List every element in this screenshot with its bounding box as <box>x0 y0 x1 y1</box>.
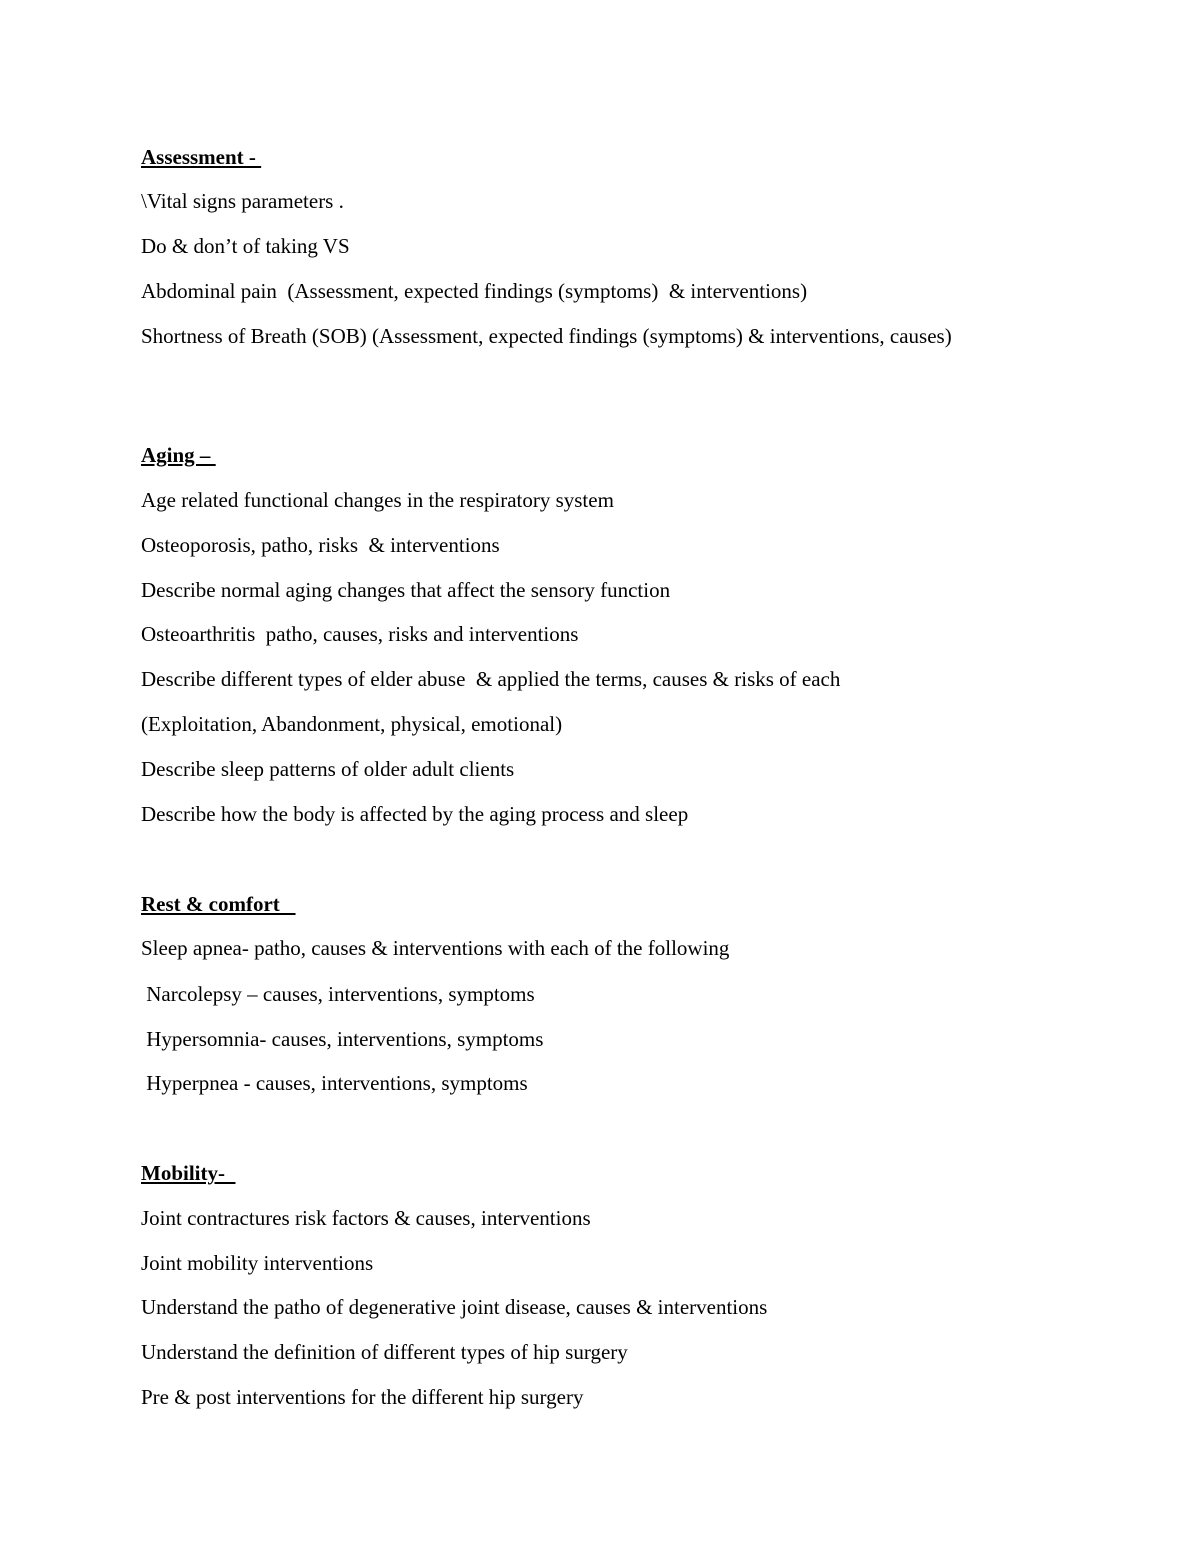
list-item: Do & don’t of taking VS <box>141 234 350 258</box>
list-item: Describe sleep patterns of older adult clients <box>141 757 515 781</box>
list-item: Pre & post interventions for the different hip surgery <box>141 1385 584 1409</box>
list-item: Shortness of Breath (SOB) (Assessment, expected findings (symptoms) & interventions, causes) <box>141 324 952 348</box>
section-heading-assessment: Assessment - <box>141 145 262 169</box>
list-item: Osteoarthritis patho, causes, risks and interventions <box>141 622 579 646</box>
section-heading-mobility: Mobility- <box>141 1161 236 1185</box>
list-item: Osteoporosis, patho, risks & interventions <box>141 533 500 557</box>
list-item: Age related functional changes in the respiratory system <box>141 488 614 512</box>
section-heading-rest-comfort: Rest & comfort <box>141 892 296 916</box>
list-item: Abdominal pain (Assessment, expected findings (symptoms) & interventions) <box>141 279 808 303</box>
list-item: Joint contractures risk factors & causes, interventions <box>141 1206 591 1230</box>
list-item: Understand the definition of different types of hip surgery <box>141 1340 628 1364</box>
list-item: Understand the patho of degenerative joint disease, causes & interventions <box>141 1295 768 1319</box>
list-item: Describe normal aging changes that affect the sensory function <box>141 578 671 602</box>
list-item: Sleep apnea- patho, causes & interventions with each of the following <box>141 936 730 960</box>
list-item: Joint mobility interventions <box>141 1251 374 1275</box>
list-item: Narcolepsy – causes, interventions, symptoms <box>141 982 535 1006</box>
list-item: Hyperpnea - causes, interventions, symptoms <box>141 1071 528 1095</box>
list-item: (Exploitation, Abandonment, physical, emotional) <box>141 712 563 736</box>
list-item: Describe how the body is affected by the aging process and sleep <box>141 802 689 826</box>
list-item: Describe different types of elder abuse & applied the terms, causes & risks of each <box>141 667 841 691</box>
list-item: Hypersomnia- causes, interventions, symptoms <box>141 1027 544 1051</box>
section-heading-aging: Aging – <box>141 443 216 467</box>
list-item: \Vital signs parameters . <box>141 189 344 213</box>
